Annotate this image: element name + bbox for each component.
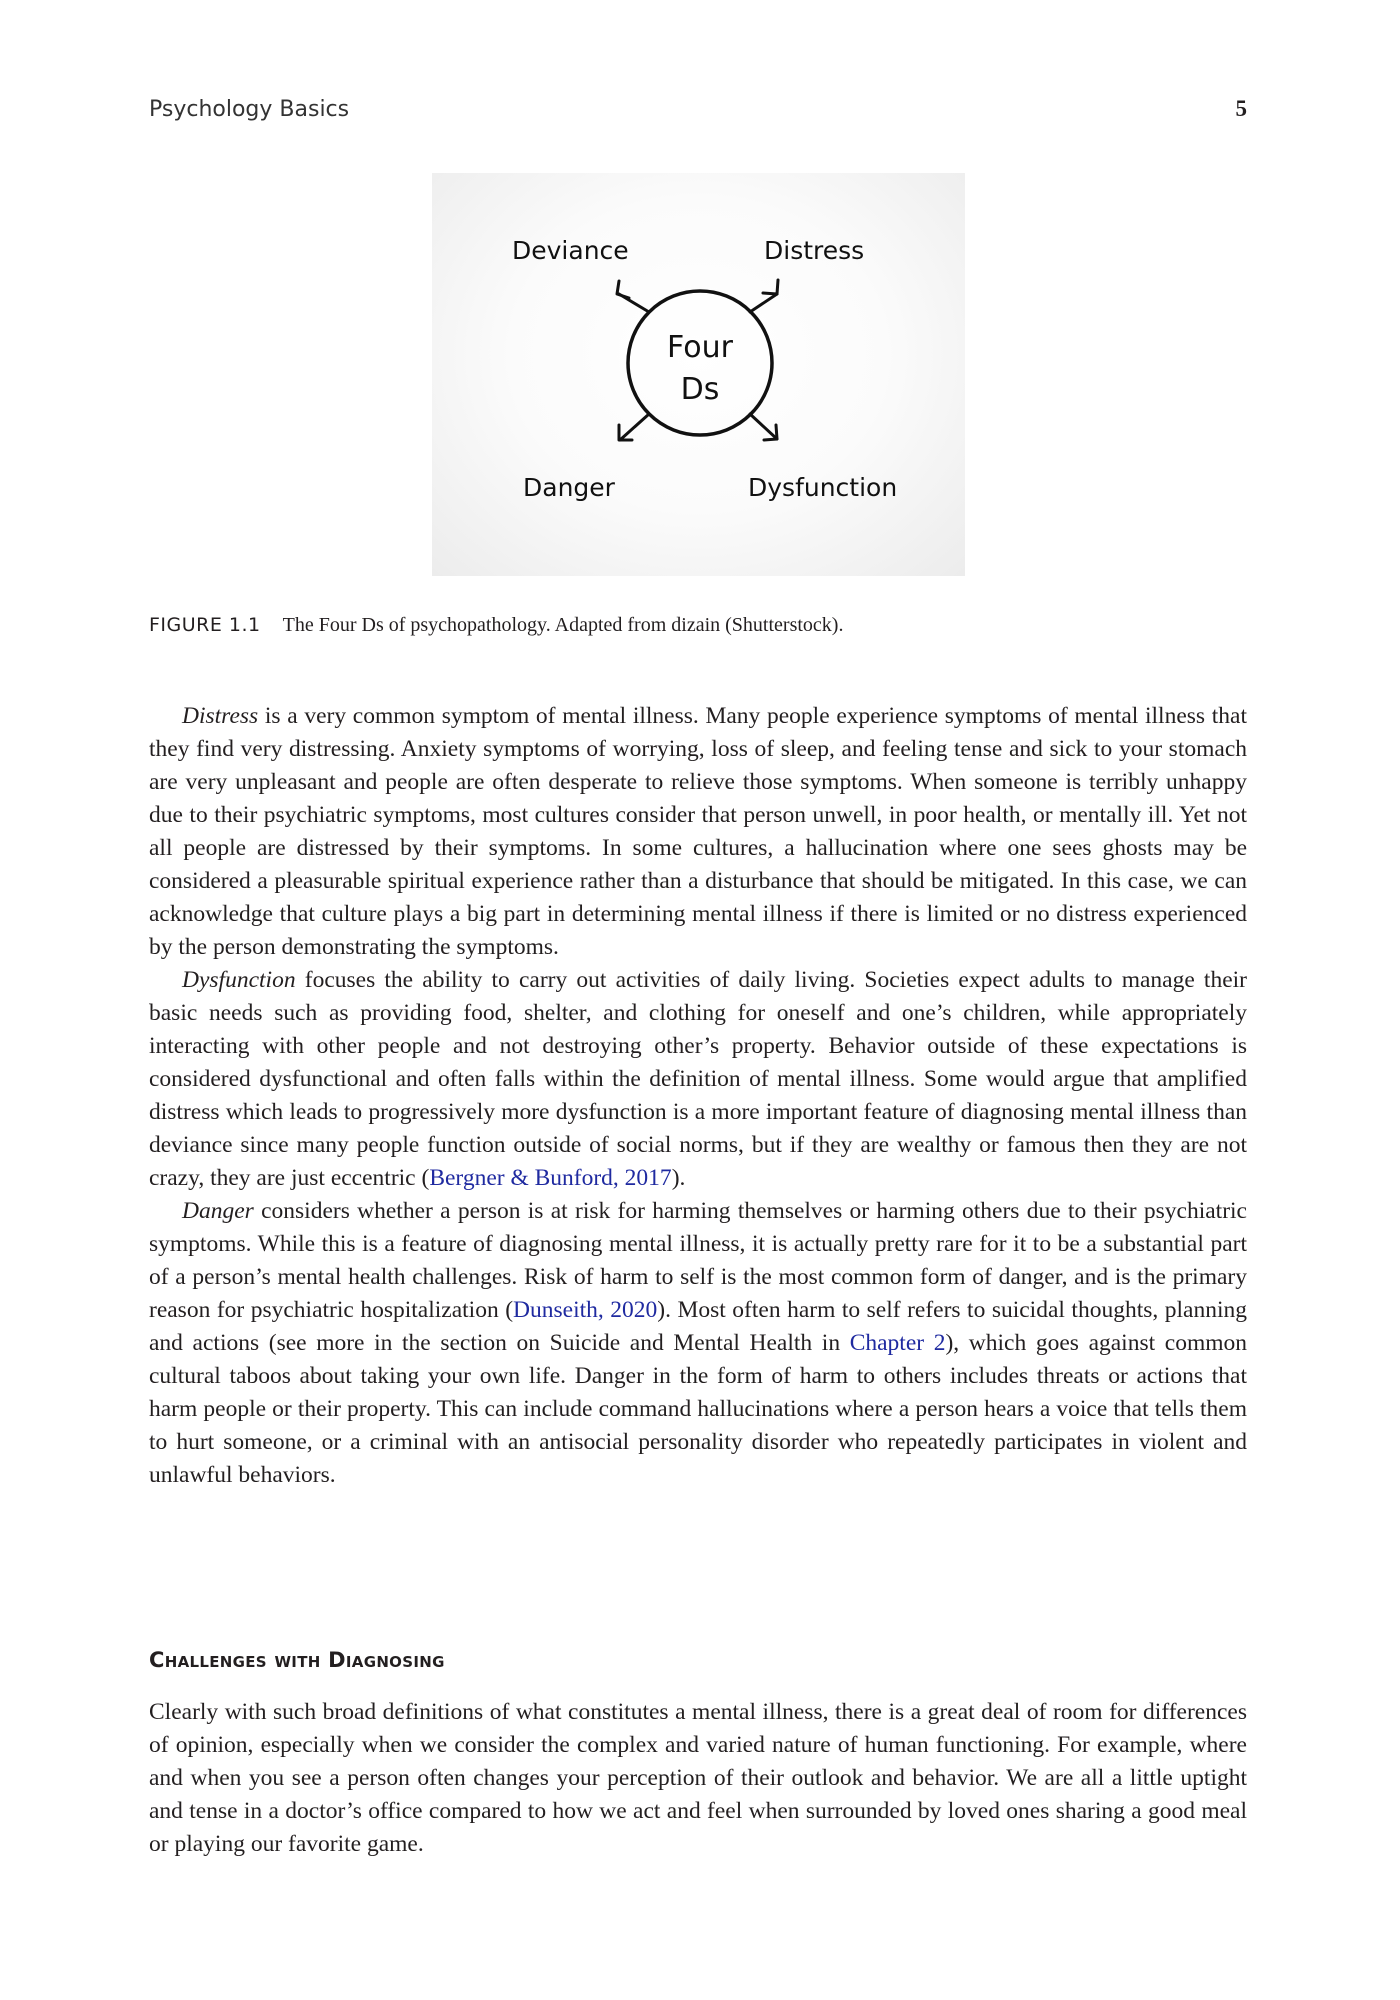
page-number: 5 bbox=[1235, 96, 1247, 121]
arrow-down-left-icon bbox=[619, 414, 649, 440]
four-ds-figure bbox=[432, 173, 965, 576]
arrow-down-right-icon bbox=[750, 414, 777, 440]
paragraph-danger-text3: ), which goes against common cultural taboos about taking your own life. Danger in the form of harm to others includes threats or actions that harm people or their property. This can include command hallucinations where a person hears a voice that tells them to hurt someone, or a criminal with an antisocial personality disorder who repeatedly participates in violent and unlawful behaviors. bbox=[149, 1330, 1247, 1488]
paragraph-danger-text2: ). Most often harm to self refers to suicidal thoughts, planning and actions (see more in the section on Suicide and Mental Health in bbox=[149, 1297, 1247, 1356]
body-text bbox=[149, 700, 1247, 1492]
arrow-up-left-icon bbox=[617, 281, 649, 312]
running-title: Psychology Basics bbox=[149, 97, 350, 122]
center-label-line1: Four bbox=[667, 330, 733, 365]
section-paragraph: Clearly with such broad definitions of what constitutes a mental illness, there is a great deal of room for differences of opinion, especially when we consider the complex and varied nature of human functioning. For example, where and when you see a person often changes your perception of their outlook and behavior. We are all a little uptight and tense in a doctor’s office compared to how we act and feel when surrounded by loved ones sharing a good meal or playing our favorite game. bbox=[149, 1699, 1247, 1857]
citation-link[interactable]: Bergner & Bunford, 2017 bbox=[429, 1165, 672, 1191]
running-header bbox=[149, 96, 1247, 126]
paragraph-danger-text: considers whether a person is at risk for harming themselves or harming others due to their psychiatric symptoms. While this is a feature of diagnosing mental illness, it is actually pretty rare for it to be a substantial part of a person’s mental health challenges. Risk of harm to self is the most common form of danger, and is the primary reason for psychiatric hospitalization ( bbox=[149, 1198, 1247, 1323]
section-heading: Challenges with Diagnosing bbox=[149, 1648, 445, 1672]
paragraph-distress bbox=[149, 700, 1247, 964]
label-deviance: Deviance bbox=[512, 236, 629, 265]
label-distress: Distress bbox=[764, 236, 865, 265]
center-label bbox=[640, 327, 760, 411]
term-distress: Distress bbox=[182, 703, 259, 729]
paragraph-dysfunction bbox=[149, 964, 1247, 1195]
paragraph-danger bbox=[149, 1195, 1247, 1492]
citation-link[interactable]: Dunseith, 2020 bbox=[513, 1297, 658, 1323]
caption-text: The Four Ds of psychopathology. Adapted from dizain (Shutterstock). bbox=[282, 614, 844, 636]
chapter-link[interactable]: Chapter 2 bbox=[849, 1330, 946, 1356]
section-body bbox=[149, 1696, 1247, 1861]
paragraph-dysfunction-end: ). bbox=[671, 1165, 686, 1191]
term-dysfunction: Dysfunction bbox=[182, 967, 296, 993]
label-dysfunction: Dysfunction bbox=[748, 473, 898, 502]
label-danger: Danger bbox=[523, 473, 615, 502]
caption-label: FIGURE 1.1 bbox=[149, 614, 261, 636]
center-label-line2: Ds bbox=[680, 372, 720, 407]
term-danger: Danger bbox=[182, 1198, 254, 1224]
arrow-up-right-icon bbox=[750, 280, 778, 312]
paragraph-dysfunction-text: focuses the ability to carry out activities of daily living. Societies expect adults to manage their basic needs such as providing food, shelter, and clothing for oneself and one’s children, while appropriately interacting with other people and not destroying other’s property. Behavior outside of these expectations is considered dysfunctional and often falls within the definition of mental illness. Some would argue that amplified distress which leads to progressively more dysfunction is a more important feature of diagnosing mental illness than deviance since many people function outside of social norms, but if they are wealthy or famous then they are not crazy, they are just eccentric ( bbox=[149, 967, 1247, 1191]
paragraph-distress-text: is a very common symptom of mental illness. Many people experience symptoms of mental illness that they find very distressing. Anxiety symptoms of worrying, loss of sleep, and feeling tense and sick to your stomach are very unpleasant and people are often desperate to relieve those symptoms. When someone is terribly unhappy due to their psychiatric symptoms, most cultures consider that person unwell, in poor health, or mentally ill. Yet not all people are distressed by their symptoms. In some cultures, a hallucination where one sees ghosts may be considered a pleasurable spiritual experience rather than a disturbance that should be mitigated. In this case, we can acknowledge that culture plays a big part in determining mental illness if there is limited or no distress experienced by the person demonstrating the symptoms. bbox=[149, 703, 1247, 960]
figure-caption bbox=[149, 614, 1249, 637]
